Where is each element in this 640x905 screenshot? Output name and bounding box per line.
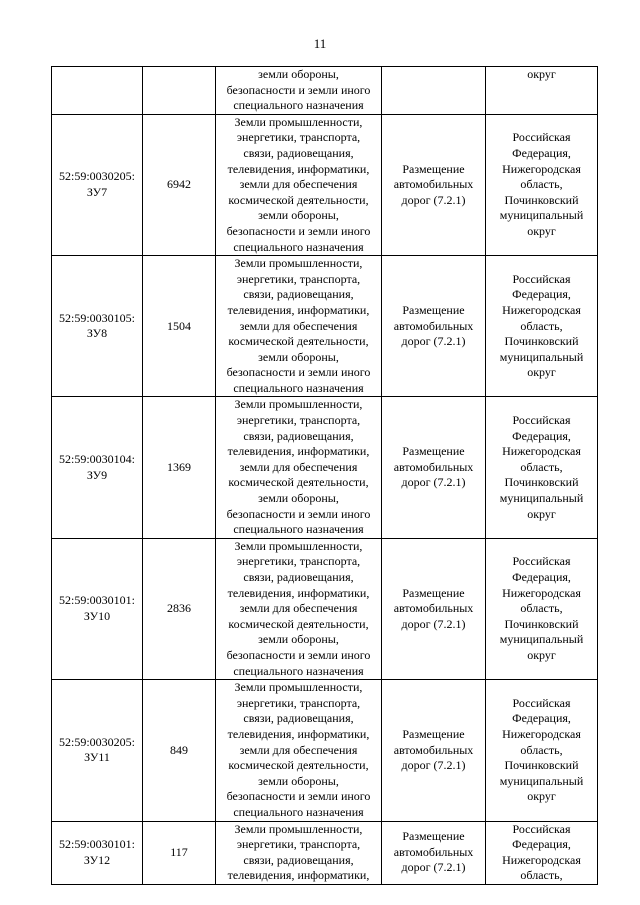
permitted-use-cell: Размещение автомобильных дорог (7.2.1) — [382, 538, 486, 679]
owner-cell: Российская Федерация, Нижегородская область, Починковский муниципальный округ — [486, 256, 598, 397]
permitted-use-cell: Размещение автомобильных дорог (7.2.1) — [382, 256, 486, 397]
permitted-use-cell — [382, 67, 486, 115]
table-row — [52, 680, 598, 821]
area-cell: 1504 — [143, 256, 216, 397]
table-row — [52, 114, 598, 255]
cadastral-number-cell: 52:59:0030101: ЗУ10 — [52, 538, 143, 679]
land-category-cell: Земли промышленности, энергетики, транспорта, связи, радиовещания, телевидения, информатики, земли для обеспечения космической деятельности, земли обороны, безопасности и земли иного специального назначения — [216, 680, 382, 821]
area-cell: 1369 — [143, 397, 216, 538]
page-number: 11 — [313, 36, 327, 51]
area-cell: 849 — [143, 680, 216, 821]
table-row — [52, 821, 598, 884]
table-row — [52, 256, 598, 397]
table-row — [52, 67, 598, 115]
area-cell: 6942 — [143, 114, 216, 255]
permitted-use-cell: Размещение автомобильных дорог (7.2.1) — [382, 821, 486, 884]
cadastral-number-cell — [52, 67, 143, 115]
owner-cell: Российская Федерация, Нижегородская область, Починковский муниципальный округ — [486, 538, 598, 679]
table-row — [52, 397, 598, 538]
permitted-use-cell: Размещение автомобильных дорог (7.2.1) — [382, 397, 486, 538]
area-cell: 117 — [143, 821, 216, 884]
cadastral-number-cell: 52:59:0030205: ЗУ7 — [52, 114, 143, 255]
area-cell: 2836 — [143, 538, 216, 679]
owner-cell: Российская Федерация, Нижегородская область, Починковский муниципальный округ — [486, 397, 598, 538]
land-category-cell: Земли промышленности, энергетики, транспорта, связи, радиовещания, телевидения, информатики, земли для обеспечения космической деятельности, земли обороны, безопасности и земли иного специального назначения — [216, 114, 382, 255]
cadastral-number-cell: 52:59:0030104: ЗУ9 — [52, 397, 143, 538]
cadastral-number-cell: 52:59:0030105: ЗУ8 — [52, 256, 143, 397]
permitted-use-cell: Размещение автомобильных дорог (7.2.1) — [382, 114, 486, 255]
land-category-cell: Земли промышленности, энергетики, транспорта, связи, радиовещания, телевидения, информатики, земли для обеспечения космической деятельности, земли обороны, безопасности и земли иного специального назначения — [216, 538, 382, 679]
cadastral-number-cell: 52:59:0030205: ЗУ11 — [52, 680, 143, 821]
table-row — [52, 538, 598, 679]
owner-cell: Российская Федерация, Нижегородская область, Починковский муниципальный округ — [486, 680, 598, 821]
land-category-cell: Земли промышленности, энергетики, транспорта, связи, радиовещания, телевидения, информатики, земли для обеспечения космической деятельности, земли обороны, безопасности и земли иного специального назначения — [216, 397, 382, 538]
land-plots-table — [51, 66, 598, 885]
owner-cell: округ — [486, 67, 598, 115]
area-cell — [143, 67, 216, 115]
land-category-cell: Земли промышленности, энергетики, транспорта, связи, радиовещания, телевидения, информатики, земли для обеспечения космической деятельности, земли обороны, безопасности и земли иного специального назначения — [216, 256, 382, 397]
owner-cell: Российская Федерация, Нижегородская область, — [486, 821, 598, 884]
cadastral-number-cell: 52:59:0030101: ЗУ12 — [52, 821, 143, 884]
land-category-cell: Земли промышленности, энергетики, транспорта, связи, радиовещания, телевидения, информатики, — [216, 821, 382, 884]
land-category-cell: земли обороны, безопасности и земли иного специального назначения — [216, 67, 382, 115]
permitted-use-cell: Размещение автомобильных дорог (7.2.1) — [382, 680, 486, 821]
owner-cell: Российская Федерация, Нижегородская область, Починковский муниципальный округ — [486, 114, 598, 255]
